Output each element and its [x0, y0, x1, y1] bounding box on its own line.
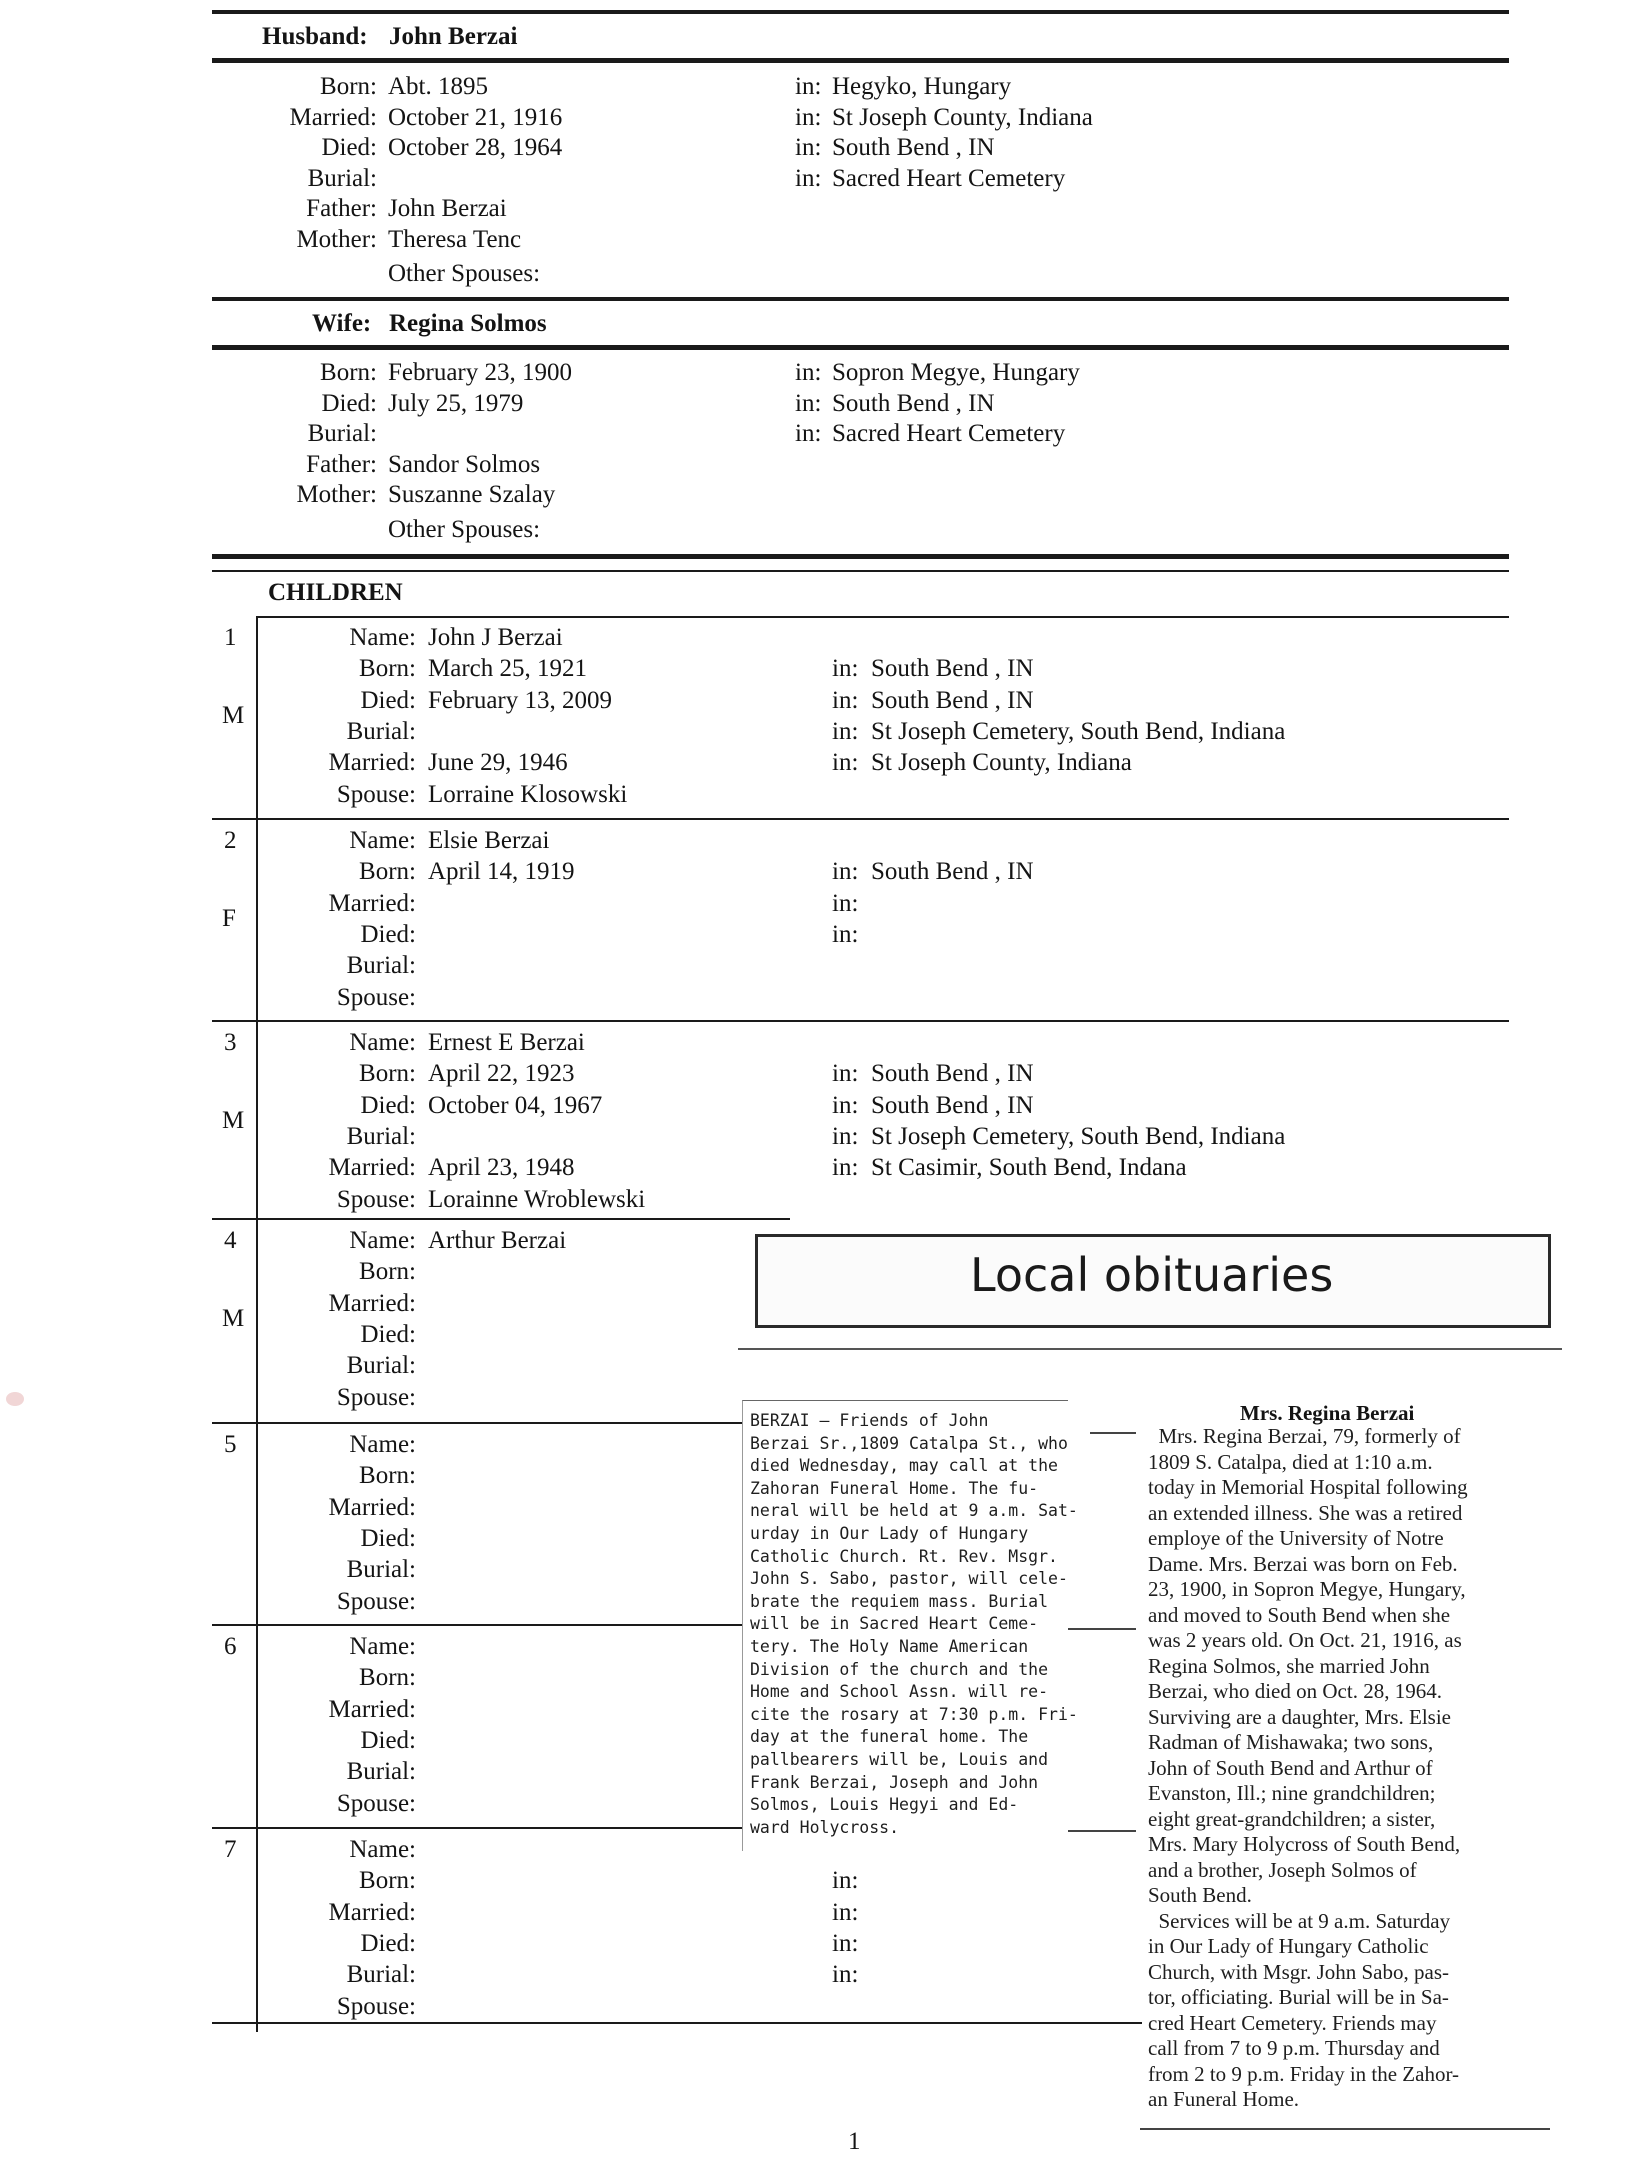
child-row-value: John J Berzai: [428, 624, 563, 651]
child-row-in: in:: [832, 1961, 859, 1989]
husband-row-value: John Berzai: [388, 195, 507, 223]
husband-row-in: in:: [795, 164, 822, 192]
margin-mark: [6, 1392, 24, 1406]
child-row-label: Name:: [349, 1029, 416, 1056]
wife-name: Regina Solmos: [389, 310, 547, 337]
child-row-label: Name:: [349, 1633, 416, 1660]
clipping-dash-3: [1068, 1830, 1136, 1832]
child-row-in: in:: [832, 1060, 859, 1088]
child-number: 3: [224, 1029, 237, 1056]
husband-row-in: in:: [795, 103, 822, 131]
child-separator-rule: [212, 1422, 790, 1424]
husband-row-value: October 21, 1916: [388, 103, 563, 131]
wife-row-value: February 23, 1900: [388, 359, 572, 386]
child-number: 6: [224, 1633, 237, 1660]
child-row-label: Died:: [360, 920, 416, 948]
child-row-place: South Bend , IN: [871, 686, 1034, 714]
child-row-label: Spouse:: [336, 1587, 416, 1615]
child-row-label: Married:: [328, 749, 416, 777]
clipping-right-bottom-rule: [1140, 2128, 1550, 2130]
husband-row-label: Died:: [321, 134, 377, 162]
child-row-label: Married:: [328, 889, 416, 917]
husband-row-value: Theresa Tenc: [388, 226, 522, 253]
children-header-rule: [258, 616, 1509, 618]
wife-header-label: Wife:: [312, 310, 372, 337]
child-row-value: March 25, 1921: [428, 655, 587, 683]
wife-row-label: Burial:: [307, 420, 377, 448]
clipping-banner: [755, 1234, 1551, 1328]
clipping-right-notice: Mrs. Regina Berzai, 79, formerly of 1809 S. Catalpa, died at 1:10 a.m. today in Memorial Hospital following an extended illness. She was a retired employe of the University of Notre Dame. Mrs. Berzai was born on Feb. 23, 1900, in Sopron Megye, Hungary, and moved to South Bend when she was 2 years old. On Oct. 21, 1916, as Regina Solmos, she married John Berzai, who died on Oct. 28, 1964. Surviving are a daughter, Mrs. Elsie Radman of Mishawaka; two sons, John of South Bend and Arthur of Evanston, Ill.; nine grandchildren; eight great-grandchildren; a sister, Mrs. Mary Holycross of South Bend, and a brother, Joseph Solmos of South Bend. Services will be at 9 a.m. Saturday in Our Lady of Hungary Catholic Church, with Msgr. John Sabo, pas- tor, officiating. Burial will be in Sa- cred Heart Cemetery. Friends may call from 7 to 9 p.m. Thursday and from 2 to 9 p.m. Friday in the Zahor- an Funeral Home.: [1148, 1424, 1468, 2111]
child-row-in: in:: [832, 686, 859, 714]
children-header: CHILDREN: [268, 579, 403, 606]
wife-row-in: in:: [795, 389, 822, 417]
husband-row-value: Abt. 1895: [388, 73, 488, 100]
children-top-rule-thin: [212, 570, 1509, 572]
child-separator-rule: [212, 2022, 1142, 2024]
wife-row-value: Suszanne Szalay: [388, 481, 556, 509]
child-row-value: June 29, 1946: [428, 749, 568, 777]
child-row-value: Ernest E Berzai: [428, 1029, 585, 1056]
child-number: 2: [224, 827, 237, 854]
wife-row-in: in:: [795, 420, 822, 448]
child-row-label: Spouse:: [336, 1789, 416, 1817]
husband-header-label: Husband:: [262, 23, 368, 50]
child-row-place: South Bend , IN: [871, 1060, 1034, 1088]
wife-row-label: Born:: [320, 359, 377, 386]
child-row-label: Died:: [360, 686, 416, 714]
child-sex: M: [222, 1107, 245, 1134]
child-row-value: Lorraine Klosowski: [428, 780, 628, 808]
wife-row-place: South Bend , IN: [832, 389, 995, 417]
child-row-in: in:: [832, 717, 859, 745]
husband-name: John Berzai: [389, 23, 518, 50]
child-row-label: Died:: [360, 1929, 416, 1957]
child-row-label: Burial:: [346, 1352, 416, 1380]
child-row-in: in:: [832, 749, 859, 777]
husband-row-value: October 28, 1964: [388, 134, 563, 162]
child-row-place: South Bend , IN: [871, 858, 1034, 886]
child-row-label: Spouse:: [336, 780, 416, 808]
husband-other-spouses: Other Spouses:: [388, 260, 541, 287]
child-row-label: Name:: [349, 827, 416, 854]
child-separator-rule: [212, 818, 1509, 820]
child-row-in: in:: [832, 920, 859, 948]
child-row-value: February 13, 2009: [428, 686, 612, 714]
child-row-label: Born:: [359, 1258, 416, 1286]
child-number: 4: [224, 1227, 237, 1254]
child-row-value: April 22, 1923: [428, 1060, 575, 1088]
child-row-label: Name:: [349, 1431, 416, 1458]
child-row-label: Died:: [360, 1320, 416, 1348]
wife-top-rule: [212, 297, 1509, 301]
wife-row-label: Died:: [321, 389, 377, 417]
child-row-in: in:: [832, 1091, 859, 1119]
wife-row-value: Sandor Solmos: [388, 450, 541, 478]
child-row-value: April 14, 1919: [428, 858, 575, 886]
child-row-in: in:: [832, 1122, 859, 1150]
clipping-left-notice: BERZAI — Friends of John Berzai Sr.,1809 Catalpa St., who died Wednesday, may call at the Zahoran Funeral Home. The fu- neral will be held at 9 a.m. Sat- urday in Our Lady of Hungary Catholic Church. Rt. Rev. Msgr. John S. Sabo, pastor, will cele- brate the requiem mass. Burial will be in Sacred Heart Ceme- tery. The Holy Name American Division of the church and the Home and School Assn. will re- cite the rosary at 7:30 p.m. Fri- day at the funeral home. The pallbearers will be, Louis and Frank Berzai, Joseph and John Solmos, Louis Hegyi and Ed- ward Holycross.: [750, 1411, 1078, 1837]
child-row-value: Lorainne Wroblewski: [428, 1185, 646, 1213]
child-row-label: Married:: [328, 1154, 416, 1182]
child-row-label: Burial:: [346, 1556, 416, 1584]
child-row-label: Died:: [360, 1091, 416, 1119]
clipping-dash-1: [1090, 1432, 1136, 1434]
child-row-place: St Casimir, South Bend, Indana: [871, 1154, 1187, 1182]
child-row-label: Born:: [359, 1867, 416, 1895]
child-row-label: Born:: [359, 858, 416, 886]
child-separator-rule: [212, 1020, 1509, 1022]
child-row-label: Burial:: [346, 717, 416, 745]
husband-row-label: Burial:: [307, 164, 377, 192]
clipping-dash-2: [1068, 1628, 1136, 1630]
children-top-rule: [212, 554, 1509, 559]
wife-row-place: Sacred Heart Cemetery: [832, 420, 1066, 448]
child-row-label: Born:: [359, 1462, 416, 1490]
wife-row-place: Sopron Megye, Hungary: [832, 359, 1080, 386]
clipping-banner-underline: [738, 1348, 1562, 1350]
wife-row-value: July 25, 1979: [388, 389, 524, 417]
child-row-label: Spouse:: [336, 983, 416, 1011]
child-row-label: Name:: [349, 1227, 416, 1254]
child-row-label: Spouse:: [336, 1992, 416, 2020]
husband-row-label: Married:: [289, 103, 377, 131]
child-row-in: in:: [832, 655, 859, 683]
child-row-label: Burial:: [346, 952, 416, 980]
child-row-place: South Bend , IN: [871, 1091, 1034, 1119]
child-row-label: Died:: [360, 1726, 416, 1754]
child-row-value: Arthur Berzai: [428, 1227, 567, 1254]
page-number: 1: [848, 2128, 861, 2155]
husband-row-place: Sacred Heart Cemetery: [832, 164, 1066, 192]
child-row-label: Born:: [359, 1664, 416, 1692]
husband-row-label: Father:: [306, 195, 377, 223]
child-row-label: Born:: [359, 655, 416, 683]
husband-row-place: St Joseph County, Indiana: [832, 103, 1093, 131]
child-number: 1: [224, 624, 237, 651]
husband-row-place: South Bend , IN: [832, 134, 995, 162]
child-row-label: Married:: [328, 1289, 416, 1317]
child-row-place: St Joseph Cemetery, South Bend, Indiana: [871, 717, 1286, 745]
child-number: 5: [224, 1431, 237, 1458]
child-row-in: in:: [832, 1929, 859, 1957]
child-row-label: Married:: [328, 1898, 416, 1926]
husband-row-label: Mother:: [296, 226, 377, 253]
child-row-in: in:: [832, 1867, 859, 1895]
husband-row-in: in:: [795, 134, 822, 162]
wife-row-label: Father:: [306, 450, 377, 478]
child-row-label: Name:: [349, 1836, 416, 1863]
child-sex: M: [222, 702, 245, 729]
child-row-in: in:: [832, 1898, 859, 1926]
child-row-value: Elsie Berzai: [428, 827, 550, 854]
top-rule: [212, 10, 1509, 14]
child-row-in: in:: [832, 858, 859, 886]
child-row-value: April 23, 1948: [428, 1154, 575, 1182]
child-row-label: Died:: [360, 1524, 416, 1552]
child-row-place: St Joseph Cemetery, South Bend, Indiana: [871, 1122, 1286, 1150]
child-row-label: Burial:: [346, 1758, 416, 1786]
child-row-label: Married:: [328, 1695, 416, 1723]
child-row-label: Burial:: [346, 1122, 416, 1150]
husband-row-in: in:: [795, 73, 822, 100]
child-row-in: in:: [832, 1154, 859, 1182]
wife-header-rule: [212, 345, 1509, 350]
child-number: 7: [224, 1836, 237, 1863]
child-separator-rule: [212, 1624, 790, 1626]
child-separator-rule: [212, 1827, 790, 1829]
husband-row-label: Born:: [320, 73, 377, 100]
child-sex: F: [222, 905, 236, 932]
child-row-place: St Joseph County, Indiana: [871, 749, 1132, 777]
child-row-in: in:: [832, 889, 859, 917]
child-row-label: Married:: [328, 1493, 416, 1521]
wife-row-label: Mother:: [296, 481, 377, 509]
husband-header-rule: [212, 58, 1509, 63]
child-row-label: Spouse:: [336, 1185, 416, 1213]
child-row-place: South Bend , IN: [871, 655, 1034, 683]
child-row-label: Name:: [349, 624, 416, 651]
clipping-right-title: Mrs. Regina Berzai: [1240, 1401, 1415, 1425]
wife-row-in: in:: [795, 359, 822, 386]
child-sex: M: [222, 1305, 245, 1332]
child-separator-rule: [212, 1218, 790, 1220]
clipping-banner-title: Local obituaries: [970, 1248, 1334, 1302]
child-row-label: Burial:: [346, 1961, 416, 1989]
wife-other-spouses: Other Spouses:: [388, 516, 541, 543]
child-row-label: Born:: [359, 1060, 416, 1088]
child-row-value: October 04, 1967: [428, 1091, 603, 1119]
husband-row-place: Hegyko, Hungary: [832, 73, 1012, 100]
child-row-label: Spouse:: [336, 1383, 416, 1411]
